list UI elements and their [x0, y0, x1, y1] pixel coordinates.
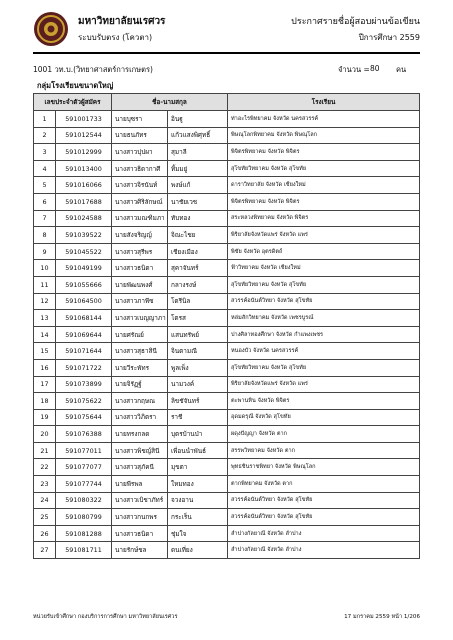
applicant-last-name: จินตามณี	[168, 343, 228, 360]
applicant-first-name: นางสาวพิชญ์สินี	[112, 442, 168, 459]
school-name: สระหลวงพิทยาคม จังหวัด พิจิตร	[228, 210, 420, 227]
row-number: 25	[34, 509, 56, 526]
row-number: 4	[34, 160, 56, 177]
applicant-id: 591073899	[56, 376, 112, 393]
row-number: 11	[34, 276, 56, 293]
applicant-last-name: พูลเพ็ง	[168, 359, 228, 376]
school-name: พิจิตรพิทยาคม จังหวัด พิจิตร	[228, 193, 420, 210]
table-row	[34, 127, 420, 144]
applicant-first-name: นางสาวธนิดา	[112, 525, 168, 542]
table-row	[34, 393, 420, 410]
applicant-first-name: นางสาววิภิตรา	[112, 409, 168, 426]
university-name: มหาวิทยาลัยนเรศวร	[78, 16, 166, 27]
applicant-last-name: พงษ์แก้	[168, 177, 228, 194]
applicant-last-name: กลางรงษ์	[168, 276, 228, 293]
count-unit: คน	[396, 65, 407, 74]
applicant-id: 591075644	[56, 409, 112, 426]
school-name: ปางศิลาทองศึกษา จังหวัด กำแพงเพชร	[228, 326, 420, 343]
applicant-id: 591049199	[56, 260, 112, 277]
table-row	[34, 343, 420, 360]
applicant-id: 591069644	[56, 326, 112, 343]
table-header-row	[34, 94, 420, 111]
admission-system: ระบบรับตรง (โควตา)	[78, 33, 153, 42]
table-row	[34, 210, 420, 227]
header-applicant-id: เลขประจำตัวผู้สมัคร	[34, 94, 112, 111]
school-name: ท่าอะไรพิทยาคม จังหวัด นครสวรรค์	[228, 111, 420, 128]
school-name: พิริยาลัยจังหวัดแพร่ จังหวัด แพร่	[228, 227, 420, 244]
count-value: 80	[370, 64, 380, 73]
row-number: 5	[34, 177, 56, 194]
applicant-first-name: นางสาวจิรนันท์	[112, 177, 168, 194]
row-number: 20	[34, 426, 56, 443]
applicant-id: 591039522	[56, 227, 112, 244]
header-name: ชื่อ-นามสกุล	[112, 94, 228, 111]
applicant-id: 591012999	[56, 144, 112, 161]
count-label: จำนวน =	[338, 65, 370, 74]
table-row	[34, 476, 420, 493]
school-name: พิริยาลัยจังหวัดแพร่ จังหวัด แพร่	[228, 376, 420, 393]
table-row	[34, 193, 420, 210]
applicant-id: 591081288	[56, 525, 112, 542]
document-title: ประกาศรายชื่อผู้สอบผ่านข้อเขียน	[291, 17, 420, 27]
applicant-first-name: นางสาวสุภัคนี	[112, 459, 168, 476]
applicant-last-name: แสนทรัพย์	[168, 326, 228, 343]
applicant-id: 591077077	[56, 459, 112, 476]
table-row	[34, 326, 420, 343]
row-number: 14	[34, 326, 56, 343]
university-logo-icon	[33, 11, 69, 47]
applicant-last-name: มุขตา	[168, 459, 228, 476]
header-divider	[33, 52, 420, 54]
table-row	[34, 509, 420, 526]
applicant-last-name: กระเร็น	[168, 509, 228, 526]
row-number: 3	[34, 144, 56, 161]
applicant-first-name: นายพัฒนพงศ์	[112, 276, 168, 293]
row-number: 6	[34, 193, 56, 210]
applicant-first-name: นายศรัณย์	[112, 326, 168, 343]
applicant-first-name: นางสาวภาพีซ	[112, 293, 168, 310]
school-name: ตะพานหิน จังหวัด พิจิตร	[228, 393, 420, 410]
school-name: ลำปางกัลยาณี จังหวัด ลำปาง	[228, 542, 420, 559]
applicant-last-name: ทิ้มมยู่	[168, 160, 228, 177]
applicant-id: 591024588	[56, 210, 112, 227]
table-row	[34, 243, 420, 260]
row-number: 1	[34, 111, 56, 128]
applicant-last-name: ชุ่มใจ	[168, 525, 228, 542]
applicant-last-name: สุมาลี	[168, 144, 228, 161]
applicant-id: 591064500	[56, 293, 112, 310]
applicant-first-name: นางสาวสุรีพร	[112, 243, 168, 260]
applicant-id: 591081711	[56, 542, 112, 559]
applicant-first-name: นางสาวปุปผา	[112, 144, 168, 161]
applicant-id: 591045522	[56, 243, 112, 260]
table-row	[34, 276, 420, 293]
school-name: สุโขทัยวิทยาคม จังหวัด สุโขทัย	[228, 160, 420, 177]
academic-year: ปีการศึกษา 2559	[358, 33, 420, 42]
program-name: 1001 วท.บ.(วิทยาศาสตร์การเกษตร)	[33, 65, 153, 74]
applicant-id: 591017688	[56, 193, 112, 210]
applicant-last-name: ราชี	[168, 409, 228, 426]
table-row	[34, 442, 420, 459]
row-number: 27	[34, 542, 56, 559]
applicant-id: 591016066	[56, 177, 112, 194]
school-group-label: กลุ่มโรงเรียนขนาดใหญ่	[37, 81, 114, 90]
row-number: 18	[34, 393, 56, 410]
table-row	[34, 260, 420, 277]
row-number: 15	[34, 343, 56, 360]
table-row	[34, 525, 420, 542]
table-row	[34, 376, 420, 393]
row-number: 17	[34, 376, 56, 393]
applicant-last-name: แก้วแสงพิศุทธิ์	[168, 127, 228, 144]
row-number: 22	[34, 459, 56, 476]
applicant-last-name: บุตรบ้านป่า	[168, 426, 228, 443]
applicant-id: 591080322	[56, 492, 112, 509]
applicant-first-name: นายวีระพัทร	[112, 359, 168, 376]
table-row	[34, 359, 420, 376]
applicant-last-name: ทับทอง	[168, 210, 228, 227]
applicant-first-name: นางสาวกนกพร	[112, 509, 168, 526]
applicant-last-name: ลิขชัจันทร์	[168, 393, 228, 410]
school-name: สวรรค์อนันต์วิทยา จังหวัด สุโขทัย	[228, 509, 420, 526]
applicant-last-name: อินฐู	[168, 111, 228, 128]
school-name: ลำปางกัลยาณี จังหวัด ลำปาง	[228, 525, 420, 542]
applicant-id: 591013400	[56, 160, 112, 177]
applicant-first-name: นางสาวเบญญาภา	[112, 310, 168, 327]
applicant-last-name: สุคาจันทร์	[168, 260, 228, 277]
applicant-first-name: นายทรงกลด	[112, 426, 168, 443]
applicant-id: 591012544	[56, 127, 112, 144]
applicant-last-name: นาชัยเวช	[168, 193, 228, 210]
school-name: ผดุงปัญญา จังหวัด ตาก	[228, 426, 420, 443]
row-number: 23	[34, 476, 56, 493]
row-number: 7	[34, 210, 56, 227]
applicant-first-name: นางสาวศิริลักษณ์	[112, 193, 168, 210]
applicant-first-name: นางสาวธิดากาศี	[112, 160, 168, 177]
applicant-id: 591071644	[56, 343, 112, 360]
school-name: พุทธชินราชพิทยา จังหวัด พิษณุโลก	[228, 459, 420, 476]
table-row	[34, 409, 420, 426]
applicant-last-name: โตรีนิล	[168, 293, 228, 310]
school-name: สุโขทัยวิทยาคม จังหวัด สุโขทัย	[228, 276, 420, 293]
school-name: พิชัย จังหวัด อุตรดิตถ์	[228, 243, 420, 260]
school-name: สวรรค์อนันต์วิทยา จังหวัด สุโขทัย	[228, 293, 420, 310]
applicant-first-name: นายพีรพล	[112, 476, 168, 493]
school-name: พิษณุโลกพิทยาคม จังหวัด พิษณุโลก	[228, 127, 420, 144]
applicant-first-name: นายสังจริญญ์	[112, 227, 168, 244]
applicant-id: 591076388	[56, 426, 112, 443]
applicant-last-name: นามวงค์	[168, 376, 228, 393]
row-number: 8	[34, 227, 56, 244]
table-row	[34, 492, 420, 509]
row-number: 19	[34, 409, 56, 426]
footer-date-page: 17 มกราคม 2559 หน้า 1/206	[344, 614, 420, 620]
table-row	[34, 177, 420, 194]
applicant-id: 591068144	[56, 310, 112, 327]
table-row	[34, 310, 420, 327]
applicant-first-name: นายบุซรา	[112, 111, 168, 128]
applicant-first-name: นายจิรัฏฐ์	[112, 376, 168, 393]
table-row	[34, 227, 420, 244]
applicant-last-name: จิณะไชย	[168, 227, 228, 244]
school-name: ดาราวิทยาลัย จังหวัด เชียงใหม่	[228, 177, 420, 194]
row-number: 2	[34, 127, 56, 144]
row-number: 26	[34, 525, 56, 542]
table-row	[34, 426, 420, 443]
applicant-last-name: เพื่อนนำพันธ์	[168, 442, 228, 459]
table-row	[34, 111, 420, 128]
results-table	[33, 93, 420, 559]
school-name: สรรพวิทยาคม จังหวัด ตาก	[228, 442, 420, 459]
header-school: โรงเรียน	[228, 94, 420, 111]
applicant-id: 591055666	[56, 276, 112, 293]
row-number: 10	[34, 260, 56, 277]
school-name: สวรรค์อนันต์วิทยา จังหวัด สุโขทัย	[228, 492, 420, 509]
table-row	[34, 160, 420, 177]
applicant-last-name: ใหมทอง	[168, 476, 228, 493]
table-row	[34, 542, 420, 559]
row-number: 16	[34, 359, 56, 376]
applicant-first-name: นางสาวธนิตา	[112, 260, 168, 277]
applicant-id: 591080799	[56, 509, 112, 526]
row-number: 9	[34, 243, 56, 260]
applicant-first-name: นางสาวกฤษณ	[112, 393, 168, 410]
applicant-last-name: ดนเที่ยง	[168, 542, 228, 559]
applicant-first-name: นายรักษ์ชล	[112, 542, 168, 559]
applicant-last-name: เชียงเมือง	[168, 243, 228, 260]
applicant-id: 591077011	[56, 442, 112, 459]
applicant-last-name: จวงอาน	[168, 492, 228, 509]
school-name: ตากพิทยาคม จังหวัด ตาก	[228, 476, 420, 493]
applicant-id: 591077744	[56, 476, 112, 493]
applicant-last-name: โตรส	[168, 310, 228, 327]
row-number: 13	[34, 310, 56, 327]
applicant-first-name: นางสาวมณฑิมภา	[112, 210, 168, 227]
table-row	[34, 144, 420, 161]
applicant-id: 591071722	[56, 359, 112, 376]
footer-office: หน่วยรับเข้าศึกษา กองบริการการศึกษา มหาวิทยาลัยนเรศวร	[33, 614, 178, 620]
applicant-first-name: นายธนภัทร	[112, 127, 168, 144]
applicant-id: 591001733	[56, 111, 112, 128]
applicant-first-name: นางสาวสุธาสินี	[112, 343, 168, 360]
school-name: หนองบัว จังหวัด นครสวรรค์	[228, 343, 420, 360]
school-name: พิจิตรพิทยาคม จังหวัด พิจิตร	[228, 144, 420, 161]
school-name: สุโขทัยวิทยาคม จังหวัด สุโขทัย	[228, 359, 420, 376]
row-number: 24	[34, 492, 56, 509]
row-number: 12	[34, 293, 56, 310]
applicant-first-name: นางสาวเบิชาภัทร์	[112, 492, 168, 509]
school-name: หล่มสักวิทยาคม จังหวัด เพชรบูรณ์	[228, 310, 420, 327]
school-name: อุดมดรุณี จังหวัด สุโขทัย	[228, 409, 420, 426]
table-row	[34, 293, 420, 310]
school-name: ฟ้าวิทยาคม จังหวัด เชียงใหม่	[228, 260, 420, 277]
table-row	[34, 459, 420, 476]
applicant-id: 591075622	[56, 393, 112, 410]
row-number: 21	[34, 442, 56, 459]
